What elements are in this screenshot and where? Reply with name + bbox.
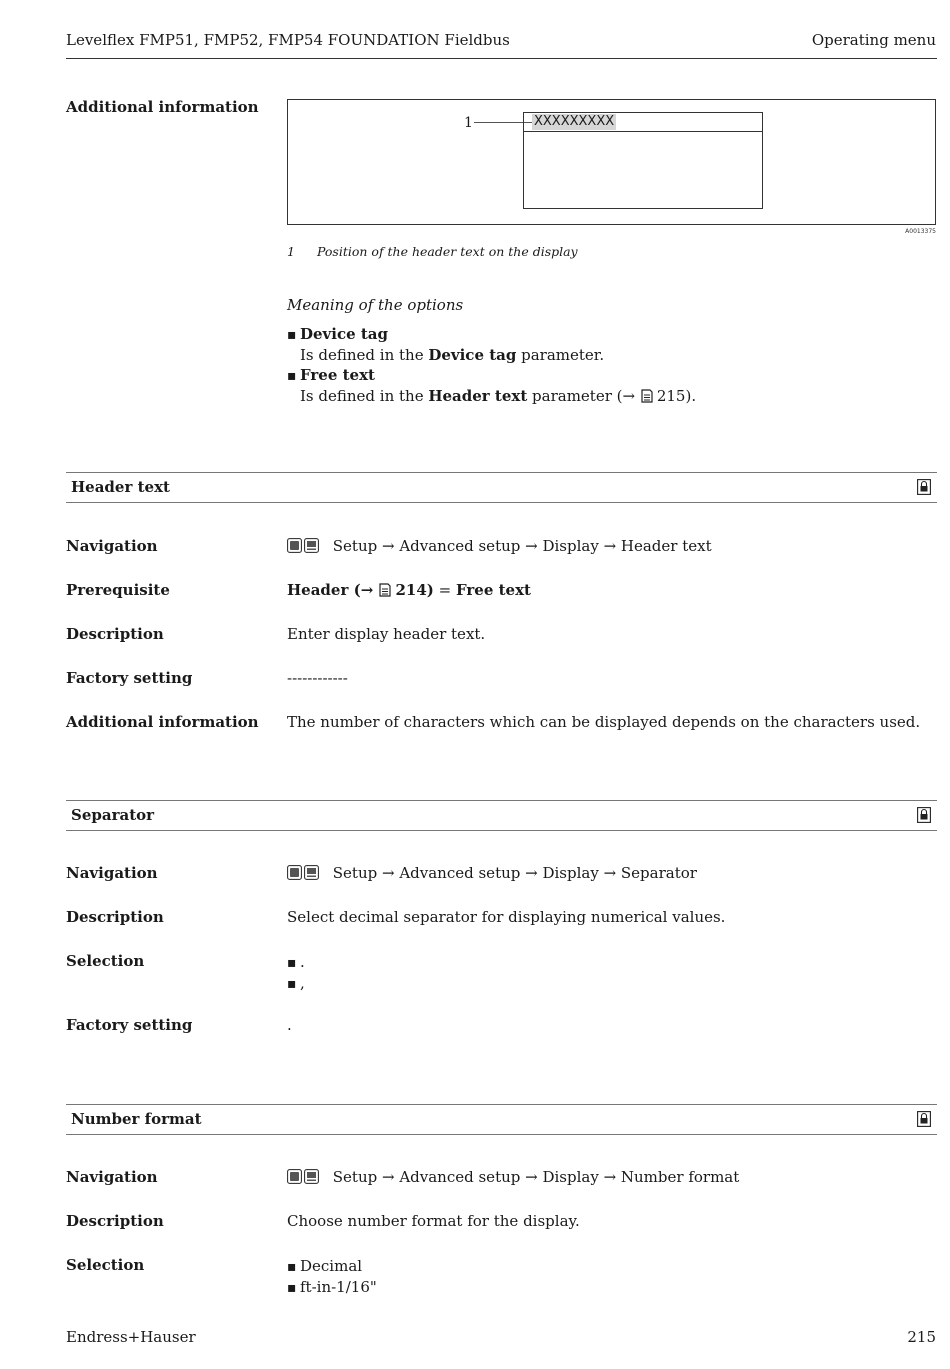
keypad-icon: [287, 538, 319, 553]
menu-path: Setup → Advanced setup → Display → Separator: [332, 864, 697, 882]
chapter-title: Operating menu: [811, 31, 936, 49]
factory-setting-value: .: [287, 1016, 292, 1034]
option-description: [287, 386, 696, 406]
caption-text: Position of the header text on the display: [317, 244, 578, 259]
navigation-label: Navigation: [66, 537, 158, 555]
section-title: Header text: [71, 478, 170, 496]
selection-label: Selection: [66, 1256, 145, 1274]
caption-number: 1: [287, 244, 295, 259]
section-number-format: [66, 1104, 937, 1135]
keypad-icon: [287, 1169, 319, 1184]
parameter-reference: Header (→: [287, 581, 379, 599]
document-title: Levelflex FMP51, FMP52, FMP54 FOUNDATION Fieldbus: [66, 31, 510, 49]
page-reference-icon: [378, 583, 392, 597]
option-desc-text: parameter.: [516, 346, 605, 364]
selection-label: Selection: [66, 952, 145, 970]
list-item: ▪ ft-in-1/16": [287, 1277, 377, 1298]
prerequisite-label: Prerequisite: [66, 581, 170, 599]
menu-path: Setup → Advanced setup → Display → Header text: [332, 537, 712, 555]
navigation-path: [287, 537, 712, 555]
list-item: ▪ .: [287, 952, 305, 973]
section-separator: [66, 800, 937, 831]
list-item: [287, 365, 696, 386]
list-item: [287, 324, 696, 345]
display-header-rule: [524, 131, 762, 132]
display-figure: [287, 99, 936, 225]
list-item: ▪ Decimal: [287, 1256, 377, 1277]
section-header-text: [66, 472, 937, 503]
factory-setting-label: Factory setting: [66, 1016, 193, 1034]
description-label: Description: [66, 625, 164, 643]
figure-code: A0013375: [905, 228, 936, 235]
figure-callout: 1: [464, 115, 473, 131]
page-link[interactable]: 215: [656, 387, 686, 405]
parameter-reference: Device tag: [428, 346, 517, 364]
section-title: Number format: [71, 1110, 202, 1128]
option-desc-text: Is defined in the: [300, 387, 429, 405]
navigation-label: Navigation: [66, 1168, 158, 1186]
list-item: ▪ ,: [287, 973, 305, 994]
write-protection-icon: [917, 807, 931, 823]
options-heading: Meaning of the options: [287, 296, 464, 314]
navigation-path: [287, 864, 697, 882]
write-protection-icon: [917, 479, 931, 495]
display-header-text: XXXXXXXXX: [534, 114, 615, 129]
option-desc-text: parameter (→: [527, 387, 640, 405]
write-protection-icon: [917, 1111, 931, 1127]
description-text: Choose number format for the display.: [287, 1212, 580, 1230]
option-name: Free text: [300, 366, 375, 384]
prerequisite-value: [287, 581, 531, 599]
menu-path: Setup → Advanced setup → Display → Number format: [332, 1168, 740, 1186]
additional-information-text: The number of characters which can be displayed depends on the characters used.: [287, 713, 921, 731]
option-description: [287, 345, 696, 365]
factory-setting-label: Factory setting: [66, 669, 193, 687]
description-text: Select decimal separator for displaying numerical values.: [287, 908, 726, 926]
navigation-label: Navigation: [66, 864, 158, 882]
footer-brand: Endress+Hauser: [66, 1328, 196, 1346]
prerequisite-option: Free text: [456, 581, 531, 599]
page-reference-icon: [640, 389, 654, 403]
description-label: Description: [66, 1212, 164, 1230]
description-text: Enter display header text.: [287, 625, 486, 643]
page-number: 215: [907, 1328, 936, 1346]
header-rule: [66, 58, 937, 59]
page-link[interactable]: 214): [395, 581, 434, 599]
additional-information-label: Additional information: [66, 713, 259, 731]
selection-list: [287, 1256, 377, 1298]
keypad-icon: [287, 865, 319, 880]
additional-information-label: Additional information: [66, 98, 259, 116]
navigation-path: [287, 1168, 739, 1186]
display-screen: [523, 112, 763, 209]
option-desc-text: ).: [685, 387, 697, 405]
option-name: Device tag: [300, 325, 389, 343]
figure-caption: [287, 244, 578, 259]
factory-setting-value: ------------: [287, 669, 348, 687]
option-desc-text: Is defined in the: [300, 346, 429, 364]
equals-sign: =: [433, 581, 457, 599]
section-title: Separator: [71, 806, 155, 824]
options-list: [287, 324, 696, 406]
parameter-reference: Header text: [428, 387, 528, 405]
selection-list: [287, 952, 305, 994]
description-label: Description: [66, 908, 164, 926]
